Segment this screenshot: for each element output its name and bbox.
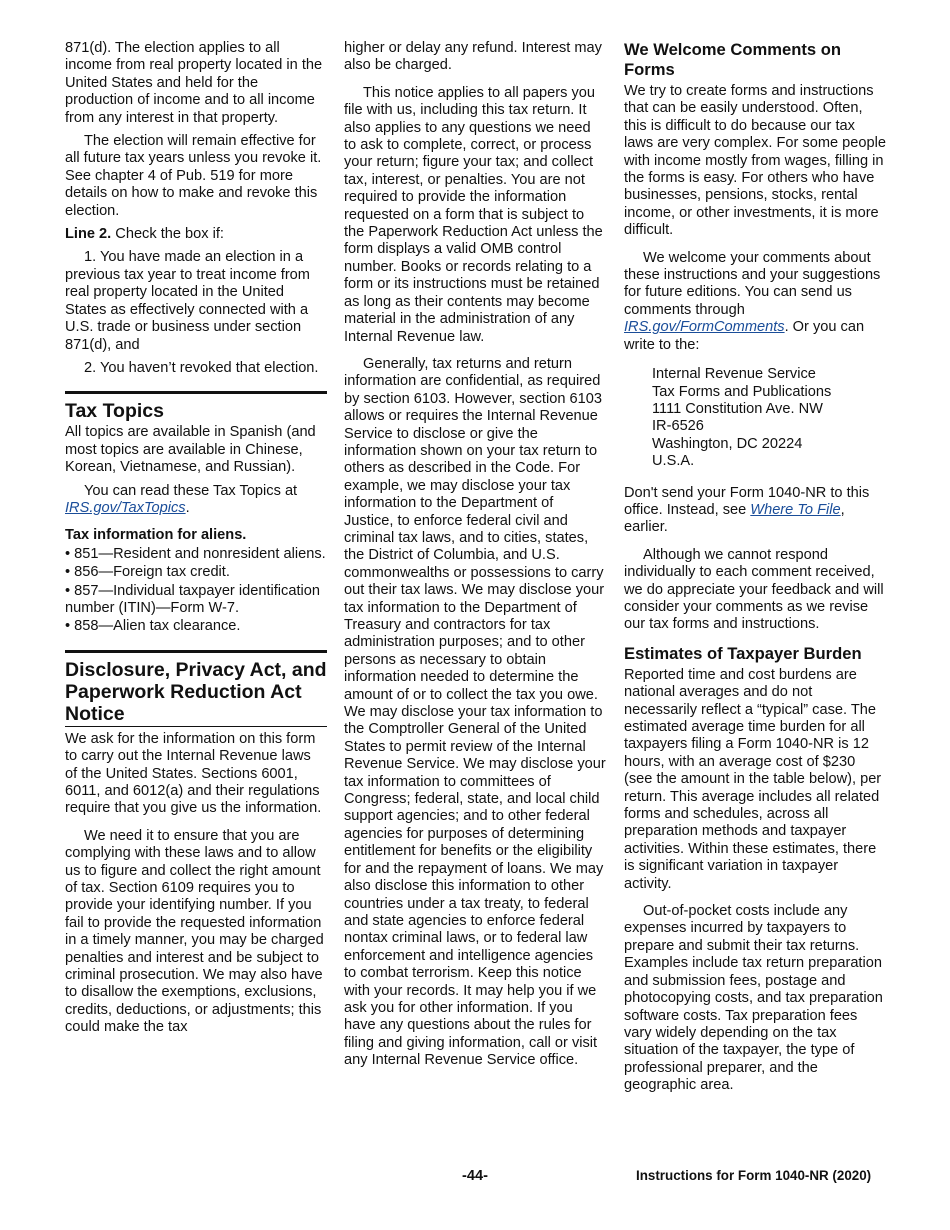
column-right: [624, 40, 886, 1101]
text-run: . Or you can write to the:: [624, 319, 865, 353]
disclosure-heading: Disclosure, Privacy Act, and Paperwork Reduction Act Notice: [65, 650, 327, 727]
paragraph: Generally, tax returns and return information are confidential, as required by section 6103. However, section 6103 allows or requires the Internal Revenue Service to disclose or give the information shown on your tax return to others as described in the Code. For example, we may disclose your tax information to the Department of Justice, to enforce federal civil and criminal tax laws, and to cities, states, the District of Columbia, and U.S. commonwealths or possessions to carry out their tax laws. We may disclose your tax information to the Department of Treasury and contractors for tax administration purposes; and to other persons as necessary to obtain information needed to determine the amount of or to collect the tax you owe. We may disclose your tax information to the Comptroller General of the United States to permit review of the Internal Revenue Service. We may disclose your tax information to committees of Congress; federal, state, and local child support agencies; and to other federal agencies for purposes of determining entitlement for benefits or the eligibility for and the repayment of loans. We may also disclose this information to other countries under a tax treaty, to federal and state agencies to enforce federal nontax criminal laws, or to federal law enforcement and intelligence agencies to combat terrorism. Keep this notice with your records. It may help you if we ask you for other information. If you have any questions about the rules for filing and giving information, call or visit any Internal Revenue Service office.: [344, 355, 606, 1069]
address-line: Tax Forms and Publications: [652, 383, 832, 400]
text-run: We welcome your comments about these instructions and your suggestions for future editions. You can send us comments through: [624, 249, 881, 318]
where-to-file-link[interactable]: Where To File: [750, 501, 841, 518]
paragraph: 871(d). The election applies to all income from real property located in the United States and held for the production of income and to all income from any interest in that property.: [65, 40, 323, 126]
comments-heading: We Welcome Comments on Forms: [624, 40, 841, 79]
list-item: • 851—Resident and nonresident aliens.: [65, 545, 326, 562]
address-line: U.S.A.: [652, 453, 695, 470]
address-line: IR-6526: [652, 418, 704, 435]
address-line: Internal Revenue Service: [652, 366, 816, 383]
paragraph: This notice applies to all papers you file with us, including this tax return. It also applies to any questions we need to ask to complete, correct, or process your return; figure your tax; and collect tax, interest, or penalties. You are not required to provide the information requested on a form that is subject to the Paperwork Reduction Act unless the form displays a valid OMB control number. Books or records relating to a form or its instructions must be retained as long as their contents may become material in the administration of any Internal Revenue law.: [344, 84, 603, 345]
list-item: • 857—Individual taxpayer identification number (ITIN)—Form W-7.: [65, 582, 320, 616]
paragraph: We need it to ensure that you are complying with these laws and to allow us to figure and collect the right amount of tax. Section 6109 requires you to provide your identifying number. If you fail to provide the requested information in a timely manner, you may be charged penalties and interest and be subject to criminal prosecution. We may also have to disallow the exemptions, exclusions, credits, deductions, or adjustments; this could make the tax: [65, 827, 324, 1036]
form-comments-link[interactable]: IRS.gov/FormComments: [624, 319, 785, 336]
burden-heading: Estimates of Taxpayer Burden: [624, 643, 862, 663]
paragraph: [624, 485, 886, 537]
tax-topics-link[interactable]: IRS.gov/TaxTopics: [65, 499, 186, 516]
column-left: [65, 40, 327, 1043]
text-run: .: [185, 499, 190, 516]
page-number: -44-: [462, 1168, 488, 1184]
topic-list: [65, 546, 327, 636]
mailing-address: [652, 366, 886, 470]
paragraph: All topics are available in Spanish (and most topics are available in Chinese, Korean, Vietnamese, and Russian).: [65, 424, 316, 476]
line2-label: Line 2.: [65, 226, 112, 243]
tax-topics-heading: Tax Topics: [65, 391, 327, 422]
column-middle: [344, 40, 606, 1076]
text-run: Don't send your Form 1040-NR to this office. Instead, see: [624, 484, 870, 518]
paragraph: Out-of-pocket costs include any expenses incurred by taxpayers to prepare and submit their tax returns. Examples include tax return preparation and submission fees, postage and photocopying costs, and tax preparation software costs. Tax preparation fees vary widely depending on the tax situation of the taxpayer, the type of professional preparer, and the geographic area.: [624, 903, 883, 1094]
paragraph: We try to create forms and instructions that can be easily understood. Often, this is difficult to do because our tax laws are very complex. For some people with income mostly from wages, filling in the forms is easy. For others who have businesses, pensions, stocks, rental income, or other investments, it is more difficult.: [624, 83, 886, 239]
list-item: • 858—Alien tax clearance.: [65, 618, 241, 635]
text-run: You can read these Tax Topics at: [84, 482, 298, 499]
text-run: , earlier.: [624, 501, 845, 536]
paragraph: We ask for the information on this form to carry out the Internal Revenue laws of the United States. Sections 6001, 6011, and 6012(a) and their regulations require that you give us the information.: [65, 730, 322, 817]
paragraph: [65, 483, 327, 518]
address-line: 1111 Constitution Ave. NW: [652, 400, 823, 417]
aliens-subheading: Tax information for aliens.: [65, 527, 247, 544]
line2-paragraph: [65, 226, 327, 243]
list-item: • 856—Foreign tax credit.: [65, 564, 230, 581]
footer-form-title: Instructions for Form 1040-NR (2020): [636, 1168, 872, 1183]
paragraph: The election will remain effective for all future tax years unless you revoke it. See chapter 4 of Pub. 519 for more details on how to make and revoke this election.: [65, 133, 322, 219]
paragraph: Although we cannot respond individually to each comment received, we do appreciate your feedback and will consider your comments as we revise our tax forms and instructions.: [624, 546, 884, 633]
paragraph: Reported time and cost burdens are national averages and do not necessarily reflect a “typical” case. The estimated average time burden for all taxpayers filing a Form 1040-NR is 12 hours, with an average cost of $230 (see the amount in the table below), per return. This average includes all related forms and schedules, across all preparation methods and taxpayer activities. Within these estimates, there is significant variation in taxpayer activity.: [624, 666, 882, 892]
line2-text: Check the box if:: [111, 226, 224, 243]
list-item: 2. You haven’t revoked that election.: [84, 359, 319, 376]
paragraph: [624, 250, 886, 354]
list-item: 1. You have made an election in a previous tax year to treat income from real property located in the United States as effectively connected with a U.S. trade or business under section 871(d), and: [65, 249, 310, 353]
paragraph: higher or delay any refund. Interest may also be charged.: [344, 40, 602, 74]
address-line: Washington, DC 20224: [652, 435, 803, 452]
